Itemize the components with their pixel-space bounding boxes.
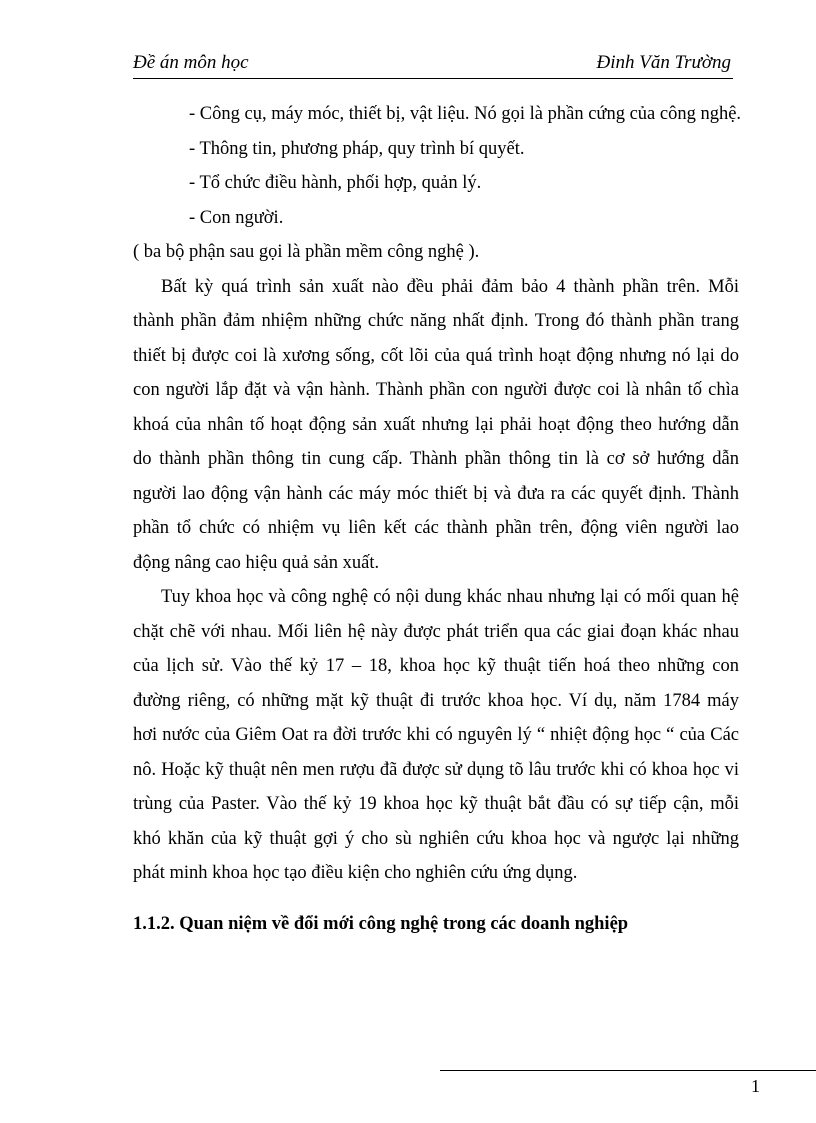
paragraph-1-line: Bất kỳ quá trình sản xuất nào đều phải đảm bảo 4 thành phần trên. Mỗi xyxy=(161,276,739,297)
paragraph-2-line: Tuy khoa học và công nghệ có nội dung khác nhau nhưng lại có mối quan hệ xyxy=(161,587,739,607)
document-body xyxy=(133,97,742,891)
paragraph-2-line: phát minh khoa học tạo điều kiện cho nghiên cứu ứng dụng. xyxy=(133,863,578,883)
paragraph-1-line: phần tổ chức có nhiệm vụ liên kết các thành phần trên, động viên người lao xyxy=(133,518,739,538)
paragraph-1-line: động nâng cao hiệu quả sản xuất. xyxy=(133,552,380,573)
paragraph-1-line: khoá của nhân tố hoạt động sản xuất nhưng lại phải hoạt động theo hướng dẫn xyxy=(133,414,739,435)
page-number: 1 xyxy=(751,1076,760,1096)
paragraph-1-line: con người lắp đặt và vận hành. Thành phần con người được coi là nhân tố chìa xyxy=(133,380,739,400)
paragraph-2-line: hơi nước của Giêm Oat ra đời trước khi có nguyên lý “ nhiệt động học “ của Các xyxy=(133,725,739,745)
paragraph-2-line: trùng của Paster. Vào thế kỷ 19 khoa học kỹ thuật bắt đầu có sự tiếp cận, mỗi xyxy=(133,794,739,814)
paragraph-1-line: thiết bị được coi là xương sống, cốt lõi của quá trình hoạt động nhưng nó lại do xyxy=(133,345,739,366)
paragraph-2-line: chặt chẽ với nhau. Mối liên hệ này được phát triển qua các giai đoạn khác nhau xyxy=(133,621,739,642)
note-line: ( ba bộ phận sau gọi là phần mềm công nghệ ). xyxy=(133,242,480,262)
paragraph-1-line: do thành phần thông tin cung cấp. Thành phần thông tin là cơ sở hướng dẫn xyxy=(133,449,739,469)
bullet-item: - Tổ chức điều hành, phối hợp, quản lý. xyxy=(189,173,482,193)
paragraph-2-line: khó khăn của kỹ thuật gợi ý cho sù nghiên cứu khoa học và ngược lại những xyxy=(133,828,739,849)
page-header xyxy=(133,52,733,79)
bullet-item: - Thông tin, phương pháp, quy trình bí quyết. xyxy=(189,138,525,159)
bullet-item: - Công cụ, máy móc, thiết bị, vật liệu. Nó gọi là phần cứng của công nghệ. xyxy=(189,104,742,124)
bullet-item: - Con người. xyxy=(189,207,284,228)
paragraph-2-line: đường riêng, có những mặt kỹ thuật đi trước khoa học. Ví dụ, năm 1784 máy xyxy=(133,690,739,711)
paragraph-2-line: nô. Hoặc kỹ thuật nên men rượu đã được sử dụng tõ lâu trước khi có khoa học vi xyxy=(133,759,739,780)
paragraph-1-line: thành phần đảm nhiệm những chức năng nhất định. Trong đó thành phần trang xyxy=(133,311,739,331)
paragraph-1-line: người lao động vận hành các máy móc thiết bị và đưa ra các quyết định. Thành xyxy=(133,483,739,504)
paragraph-2-line: của lịch sử. Vào thế kỷ 17 – 18, khoa học kỹ thuật tiến hoá theo những con xyxy=(133,656,739,676)
section-heading: 1.1.2. Quan niệm về đổi mới công nghệ trong các doanh nghiệp xyxy=(133,914,629,934)
header-author: Đinh Văn Trường xyxy=(596,52,731,73)
footer-divider xyxy=(440,1070,816,1071)
header-document-type: Đề án môn học xyxy=(133,52,249,73)
